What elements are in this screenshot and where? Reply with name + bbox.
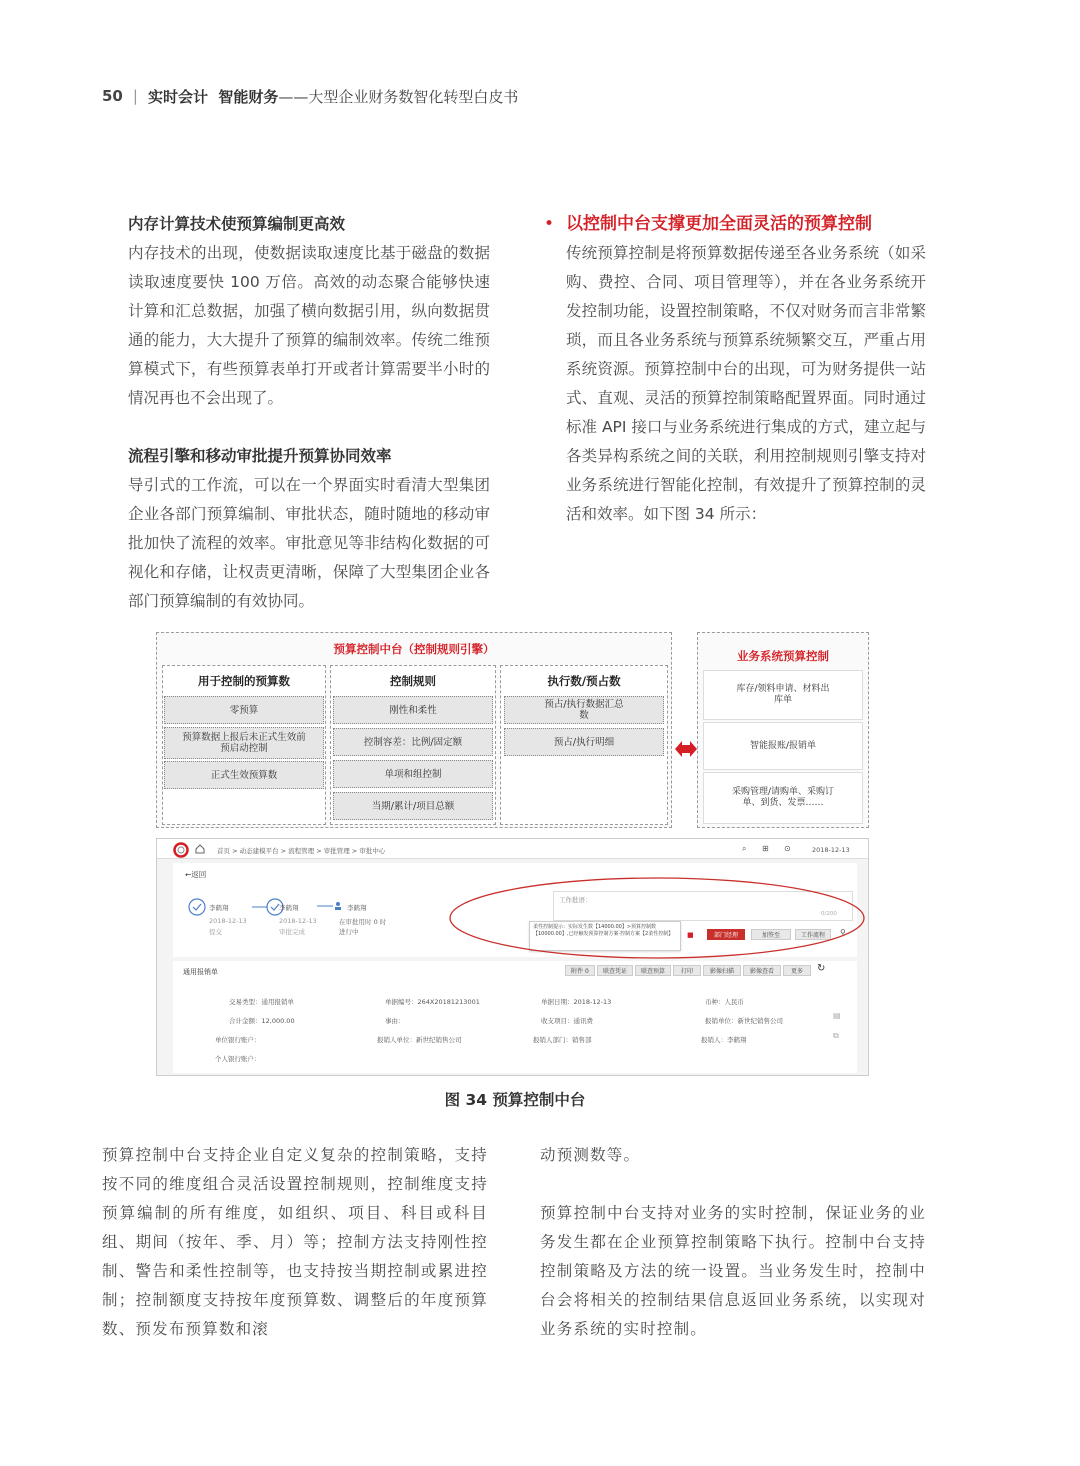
bottom-right-column bbox=[540, 1141, 926, 1344]
bottom-left-paragraph: 预算控制中台支持企业自定义复杂的控制策略，支持按不同的维度组合灵活设置控制规则，控制维度支持预算编制的所有维度，如组织、项目、科目或科目组、期间（按年、季、月）等；控制方法支持刚性控制、警告和柔性控制等，也支持按当期控制或累进控制；控制额度支持按年度预算数、调整后的年度预算数、预发布预算数和滚 bbox=[102, 1146, 488, 1338]
section-heading-memory: 内存计算技术使预算编制更高效 bbox=[128, 215, 346, 233]
topbar-date: 2018-12-13 bbox=[812, 846, 850, 854]
approval-screenshot bbox=[156, 838, 869, 1076]
form-field: 收支项目：通讯费 bbox=[541, 1017, 593, 1025]
form-tab-budget[interactable]: 联查预算 bbox=[635, 965, 671, 976]
step-date: 在审批用时 0 时 bbox=[339, 918, 387, 926]
home-icon[interactable] bbox=[195, 844, 205, 854]
form-tab-print[interactable]: 打印 bbox=[673, 965, 701, 976]
section-heading-workflow: 流程引擎和移动审批提升预算协同效率 bbox=[128, 447, 392, 465]
budget-item: 正式生效预算数 bbox=[164, 761, 324, 789]
business-item: 智能报账/报销单 bbox=[703, 722, 863, 770]
opinion-counter: 0/200 bbox=[821, 911, 837, 917]
form-tab-attachments[interactable]: 附件 0 bbox=[565, 965, 595, 976]
form-title: 通用报销单 bbox=[183, 968, 218, 976]
form-field: 报销人部门：销售部 bbox=[533, 1036, 592, 1044]
form-field: 单位银行账户： bbox=[215, 1036, 261, 1044]
opinion-label: 工作批语： bbox=[559, 896, 592, 904]
grid-icon[interactable]: ⊞ bbox=[762, 844, 769, 853]
page-header bbox=[102, 84, 518, 108]
step-date: 2018-12-13 bbox=[279, 917, 317, 925]
form-field: 个人银行账户： bbox=[215, 1055, 261, 1063]
section-body-workflow: 导引式的工作流，可以在一个界面实时看清大型集团企业各部门预算编制、审批状态，随时随地的移动审批加快了流程的效率。审批意见等非结构化数据的可视化和存储，让权责更清晰，保障了大型集团企业各部门预算编制的有效协同。 bbox=[128, 476, 490, 610]
form-field: 合计金额：12,000.00 bbox=[229, 1017, 295, 1025]
form-tab-scan[interactable]: 影像扫描 bbox=[703, 965, 741, 976]
step-date: 2018-12-13 bbox=[209, 917, 247, 925]
breadcrumb[interactable]: 首页 > 动态建模平台 > 流程管理 > 审批管理 > 审批中心 bbox=[217, 847, 386, 855]
app-logo-icon bbox=[173, 842, 189, 858]
bottom-right-paragraph-1: 动预测数等。 bbox=[540, 1146, 641, 1164]
rule-item: 刚性和柔性 bbox=[333, 696, 493, 724]
budget-item: 预算数据上报后未正式生效前预启动控制 bbox=[164, 727, 324, 759]
header-separator: | bbox=[132, 87, 138, 105]
form-field: 交易类型：通用报销单 bbox=[229, 998, 294, 1006]
execution-item: 预占/执行数据汇总数 bbox=[504, 696, 664, 724]
step-name: 李鹤翔 bbox=[279, 904, 299, 912]
settings-icon[interactable]: ⊙ bbox=[784, 844, 791, 853]
step-status: 审批完成 bbox=[279, 928, 305, 936]
step-name: 李鹤翔 bbox=[209, 904, 229, 912]
figure-caption: 图 34 预算控制中台 bbox=[444, 1091, 586, 1109]
execution-item: 预占/执行明细 bbox=[504, 728, 664, 756]
form-tab-view[interactable]: 影像查看 bbox=[743, 965, 781, 976]
column-budget-title: 用于控制的预算数 bbox=[198, 674, 290, 688]
form-field: 报销单位：新世纪销售公司 bbox=[705, 1017, 783, 1025]
highlight-ellipse bbox=[447, 875, 867, 961]
step-status: 提交 bbox=[209, 928, 222, 936]
form-field: 事由： bbox=[385, 1017, 405, 1025]
header-title-bold: 实时会计 智能财务 bbox=[147, 87, 279, 106]
rule-item: 控制容差：比例/固定额 bbox=[333, 728, 493, 756]
step-status: 进行中 bbox=[339, 928, 359, 936]
edit-icon[interactable]: ▤ bbox=[833, 1011, 841, 1020]
add-sign-button[interactable]: 加签至 bbox=[751, 929, 791, 940]
lock-icon: ■ bbox=[687, 931, 694, 939]
form-field: 单据编号：264X20181213001 bbox=[385, 998, 480, 1006]
header-title-rest: ——大型企业财务数智化转型白皮书 bbox=[278, 87, 519, 106]
step-user-icon bbox=[317, 901, 343, 911]
refresh-icon[interactable]: ↻ bbox=[817, 963, 826, 974]
right-column bbox=[544, 210, 926, 529]
control-warning-popup: 柔性控制提示：实际发生数【14000.00】>预算控制数【10000.00】,已经触发预算控制方案·控制方案【2柔性控制】 bbox=[529, 921, 681, 951]
form-field: 报销人：李鹤翔 bbox=[701, 1036, 747, 1044]
budget-item: 零预算 bbox=[164, 696, 324, 724]
business-item: 库存/领料申请、材料出库单 bbox=[703, 670, 863, 720]
double-arrow-icon bbox=[675, 740, 697, 758]
left-column bbox=[128, 210, 490, 616]
back-button[interactable]: ←返回 bbox=[185, 870, 207, 879]
column-execution-title: 执行数/预占数 bbox=[547, 674, 621, 688]
form-tab-more[interactable]: 更多 bbox=[783, 965, 811, 976]
section-heading-control: 以控制中台支撑更加全面灵活的预算控制 bbox=[566, 214, 872, 234]
form-tab-voucher[interactable]: 联查凭证 bbox=[597, 965, 633, 976]
search-icon[interactable]: ⌕ bbox=[742, 844, 747, 853]
approve-button[interactable]: 部门经理 bbox=[707, 929, 745, 940]
step-name: 李鹤翔 bbox=[347, 904, 367, 912]
form-field: 单据日期：2018-12-13 bbox=[541, 998, 612, 1006]
business-item: 采购管理/请购单、采购订单、到货、发票…… bbox=[703, 772, 863, 824]
rule-item: 单项和组控制 bbox=[333, 760, 493, 788]
section-body-memory: 内存技术的出现，使数据读取速度比基于磁盘的数据读取速度要快 100 万倍。高效的动态聚合能够快速计算和汇总数据，加强了横向数据引用，纵向数据贯通的能力，大大提升了预算的编制效率。传统二维预算模式下，有些预算表单打开或者计算需要半小时的情况再也不会出现了。 bbox=[128, 244, 490, 407]
bullet-icon: • bbox=[544, 214, 555, 234]
business-system-title: 业务系统预算控制 bbox=[737, 649, 829, 663]
column-rules-title: 控制规则 bbox=[390, 674, 436, 688]
rule-item: 当期/累计/项目总额 bbox=[333, 792, 493, 820]
bottom-right-paragraph-2: 预算控制中台支持对业务的实时控制，保证业务的业务发生都在企业预算控制策略下执行。控制中台支持控制策略及方法的统一设置。当业务发生时，控制中台会将相关的控制结果信息返回业务系统，以实现对业务系统的实时控制。 bbox=[540, 1204, 926, 1338]
page-number: 50 bbox=[102, 87, 123, 105]
form-field: 币种：人民币 bbox=[705, 998, 744, 1006]
form-field: 报销人单位：新世纪销售公司 bbox=[377, 1036, 462, 1044]
workflow-button[interactable]: 工作流程 bbox=[795, 929, 831, 940]
link-icon[interactable]: ⚲ bbox=[840, 928, 846, 937]
section-body-control: 传统预算控制是将预算数据传递至各业务系统（如采购、费控、合同、项目管理等），并在各业务系统开发控制功能，设置控制策略，不仅对财务而言非常繁琐，而且各业务系统与预算系统频繁交互，严重占用系统资源。预算控制中台的出现，可为财务提供一站式、直观、灵活的预算控制策略配置界面。同时通过标准 API 接口与业务系统进行集成的方式，建立起与各类异构系统之间的关联，利用控制规则引擎支持对业务系统进行智能化控制，有效提升了预算控制的灵活和效率。如下图 34 所示： bbox=[566, 244, 926, 523]
control-platform-title: 预算控制中台（控制规则引擎） bbox=[333, 642, 495, 656]
figure-34 bbox=[156, 632, 869, 1076]
open-icon[interactable]: ⧉ bbox=[833, 1031, 839, 1040]
